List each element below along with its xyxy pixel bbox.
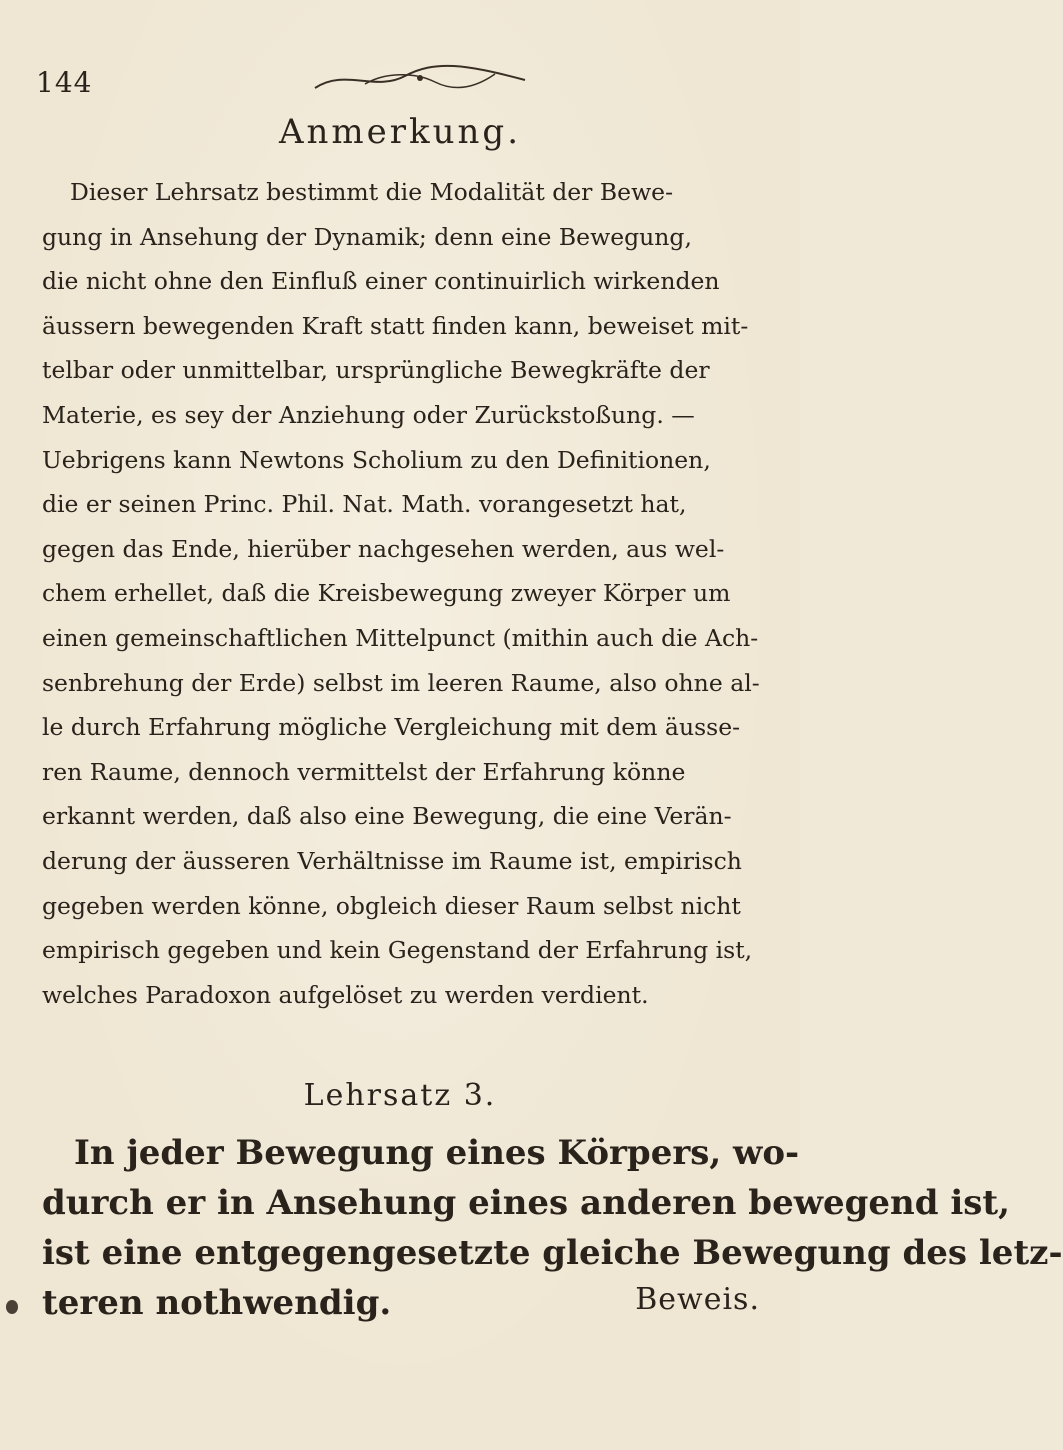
text-line: gegen das Ende, hierüber nachgesehen werden, aus wel- [42,534,725,563]
ornament-icon [305,58,535,98]
text-line: derung der äusseren Verhältnisse im Raume ist, empirisch [42,846,742,875]
page-number: 144 [36,66,93,99]
text-line: Dieser Lehrsatz bestimmt die Modalität der Bewe- [70,178,674,206]
text-line: telbar oder unmittelbar, ursprüngliche Bewegkräfte der [42,356,710,385]
text-line: einen gemeinschaftlichen Mittelpunct (mithin auch die Ach- [42,623,759,652]
text-line: Materie, es sey der Anziehung oder Zurückstoßung. — [42,400,695,429]
ink-stain [6,1300,18,1314]
text-line: Uebrigens kann Newtons Scholium zu den Definitionen, [42,445,711,474]
thesis-line: teren nothwendig. [42,1283,392,1323]
annotation-body [42,170,764,1017]
section-heading: Anmerkung. [278,112,522,152]
text-line: die nicht ohne den Einfluß einer continuirlich wirkenden [42,267,720,296]
thesis-line: ist eine entgegengesetzte gleiche Bewegung des letz- [42,1233,1063,1273]
text-line: erkannt werden, daß also eine Bewegung, die eine Verän- [42,802,732,831]
text-line: äussern bewegenden Kraft statt finden kann, beweiset mit- [42,311,749,340]
text-line: senbrehung der Erde) selbst im leeren Raume, also ohne al- [42,668,760,697]
text-line: gung in Ansehung der Dynamik; denn eine Bewegung, [42,222,692,251]
thesis-line: In jeder Bewegung eines Körpers, wo- [74,1133,800,1173]
text-line: die er seinen Princ. Phil. Nat. Math. vorangesetzt hat, [42,490,687,519]
text-line: chem erhellet, daß die Kreisbewegung zweyer Körper um [42,579,731,608]
text-line: ren Raume, dennoch vermittelst der Erfahrung könne [42,757,686,786]
text-line: empirisch gegeben und kein Gegenstand der Erfahrung ist, [42,936,753,965]
text-line: le durch Erfahrung mögliche Vergleichung mit dem äusse- [42,713,741,742]
text-line: welches Paradoxon aufgelöset zu werden verdient. [42,980,649,1009]
lehrsatz-heading: Lehrsatz 3. [303,1078,497,1113]
catchword: Beweis. [635,1282,760,1317]
text-line: gegeben werden könne, obgleich dieser Raum selbst nicht [42,891,741,920]
thesis-line: durch er in Ansehung eines anderen bewegend ist, [42,1183,1010,1223]
